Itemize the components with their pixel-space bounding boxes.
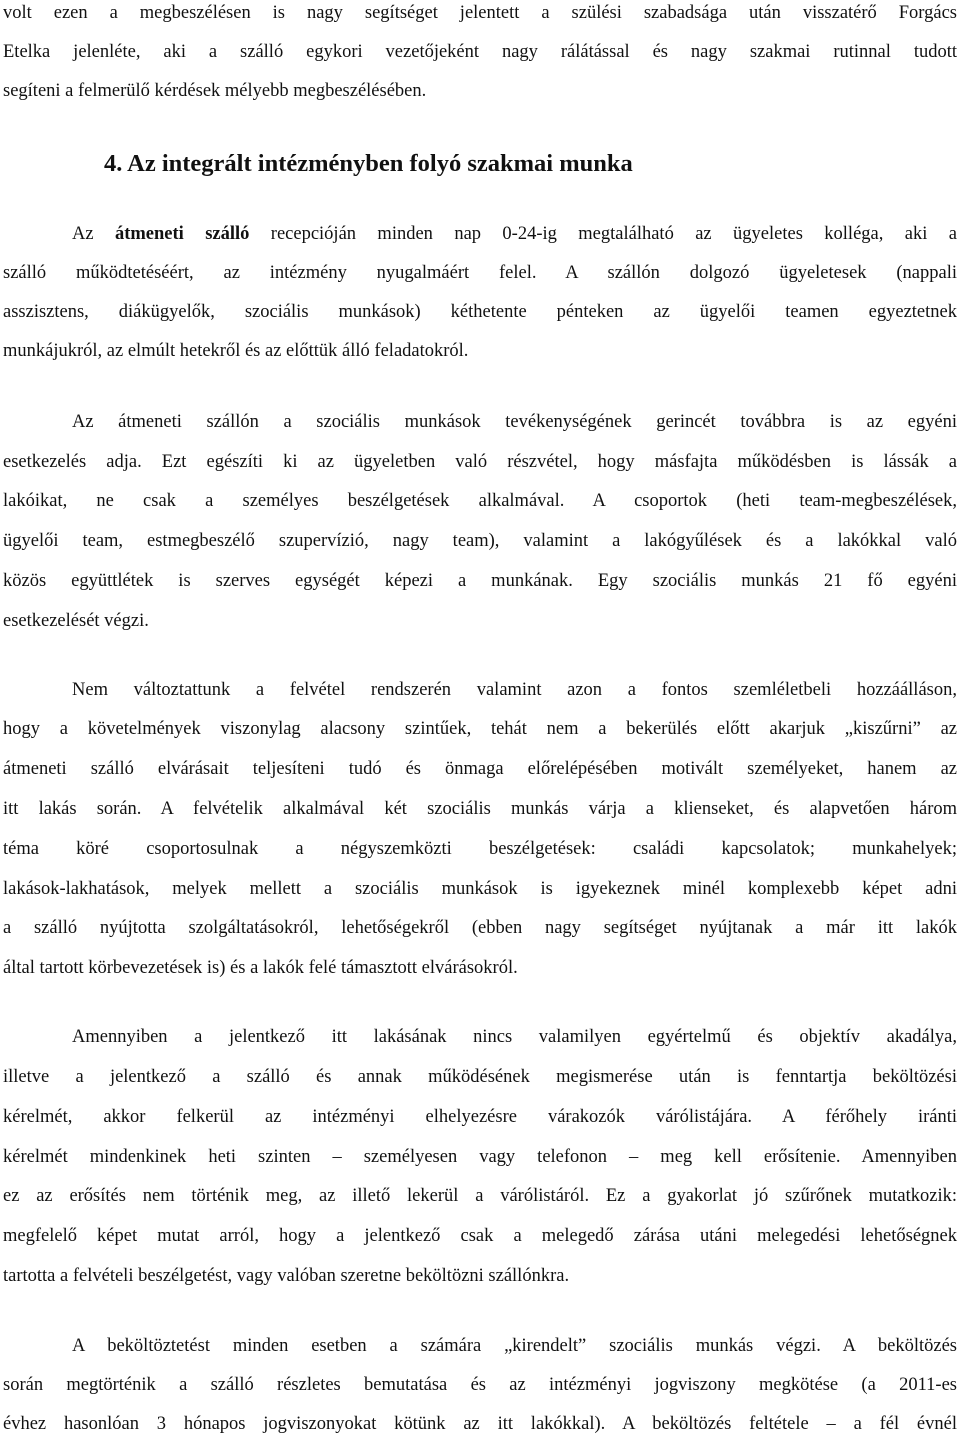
p4-line-3: kérelmét, akkor felkerül az intézményi elhelyezésre várakozók várólistájára. A férőhely iránti [3, 1107, 957, 1127]
p1-text-post: recepcióján minden nap 0-24-ig megtalálható az ügyeletes kolléga, aki a [249, 224, 957, 244]
p1-line-1 [72, 221, 957, 247]
p3-line-2: hogy a követelmények viszonylag alacsony szintűek, tehát nem a bekerülés előtt akarjuk „kiszűrni” az [3, 719, 957, 739]
p3-line-8: által tartott körbevezetések is) és a lakók felé támasztott elvárásokról. [3, 958, 518, 978]
p5-line-2: során megtörténik a szálló részletes bemutatása és az intézményi jogviszony megkötése (a 2011-es [3, 1375, 957, 1395]
p4-line-2: illetve a jelentkező a szálló és annak működésének megismerése után is fenntartja beköltözési [3, 1067, 957, 1087]
p1-line-2: szálló működtetéséért, az intézmény nyugalmáért felel. A szállón dolgozó ügyeletesek (nappali [3, 263, 957, 283]
p3-line-1: Nem változtattunk a felvétel rendszerén valamint azon a fontos szemléletbeli hozzáálláson, [72, 680, 957, 700]
p2-line-4: ügyelői team, estmegbeszélő szupervízió, nagy team), valamint a lakógyűlések és a lakókkal való [3, 531, 957, 551]
p5-line-3: évhez hasonlóan 3 hónapos jogviszonyokat kötünk az itt lakókkal). A beköltözés feltétele – a fél évnél [3, 1414, 957, 1434]
p2-line-5: közös együttlétek is szerves egységét képezi a munkának. Egy szociális munkás 21 fő egyéni [3, 571, 957, 591]
p2-line-6: esetkezelését végzi. [3, 611, 149, 631]
p1-line-3: asszisztens, diákügyelők, szociális munkások) kéthetente pénteken az ügyelői teamen egyeztetnek [3, 302, 957, 322]
intro-line-2: Etelka jelenléte, aki a szálló egykori vezetőjeként nagy rálátással és nagy szakmai rutinnal tudott [3, 42, 957, 62]
p2-line-1: Az átmeneti szállón a szociális munkások tevékenységének gerincét továbbra is az egyéni [72, 412, 957, 432]
p3-line-3: átmeneti szálló elvárásait teljesíteni tudó és önmaga előrelépésében motivált személyeket, hanem az [3, 759, 957, 779]
p2-line-2: esetkezelés adja. Ezt egészíti ki az ügyeletben való részvétel, hogy másfajta működésben is lássák a [3, 452, 957, 472]
p3-line-4: itt lakás során. A felvételik alkalmával két szociális munkás várja a klienseket, és alapvetően három [3, 799, 957, 819]
p1-line-4: munkájukról, az elmúlt hetekről és az előttük álló feladatokról. [3, 341, 469, 361]
intro-line-1: volt ezen a megbeszélésen is nagy segítséget jelentett a szülési szabadsága után visszatérő Forgács [3, 3, 957, 23]
p1-bold-term: átmeneti szálló [114, 224, 250, 244]
p4-line-4: kérelmét mindenkinek heti szinten – személyesen vagy telefonon – meg kell erősítenie. Amennyiben [3, 1147, 957, 1167]
p5-line-1: A beköltöztetést minden esetben a számára „kirendelt” szociális munkás végzi. A beköltözés [72, 1336, 957, 1356]
intro-line-3: segíteni a felmerülő kérdések mélyebb megbeszélésében. [3, 81, 427, 101]
p4-line-6: megfelelő képet mutat arról, hogy a jelentkező csak a melegedő zárása utáni melegedési lehetőségnek [3, 1226, 957, 1246]
p1-text-pre: Az [72, 224, 115, 244]
p3-line-5: téma köré csoportosulnak a négyszemközti beszélgetések: családi kapcsolatok; munkahelyek; [3, 839, 957, 859]
p4-line-7: tartotta a felvételi beszélgetést, vagy valóban szeretne beköltözni szállónkra. [3, 1266, 570, 1286]
p3-line-7: a szálló nyújtotta szolgáltatásokról, lehetőségekről (ebben nagy segítséget nyújtanak a már itt lakók [3, 918, 957, 938]
section-heading: 4. Az integrált intézményben folyó szakmai munka [104, 150, 633, 177]
p3-line-6: lakások-lakhatások, melyek mellett a szociális munkások is igyekeznek minél komplexebb képet adni [3, 879, 957, 899]
p2-line-3: lakóikat, ne csak a személyes beszélgetések alkalmával. A csoportok (heti team-megbeszélések, [3, 491, 957, 511]
p4-line-5: ez az erősítés nem történik meg, az illető lekerül a várólistáról. Ez a gyakorlat jó szűrőnek mutatkozik: [3, 1186, 957, 1206]
p4-line-1: Amennyiben a jelentkező itt lakásának nincs valamilyen egyértelmű és objektív akadálya, [72, 1027, 957, 1047]
